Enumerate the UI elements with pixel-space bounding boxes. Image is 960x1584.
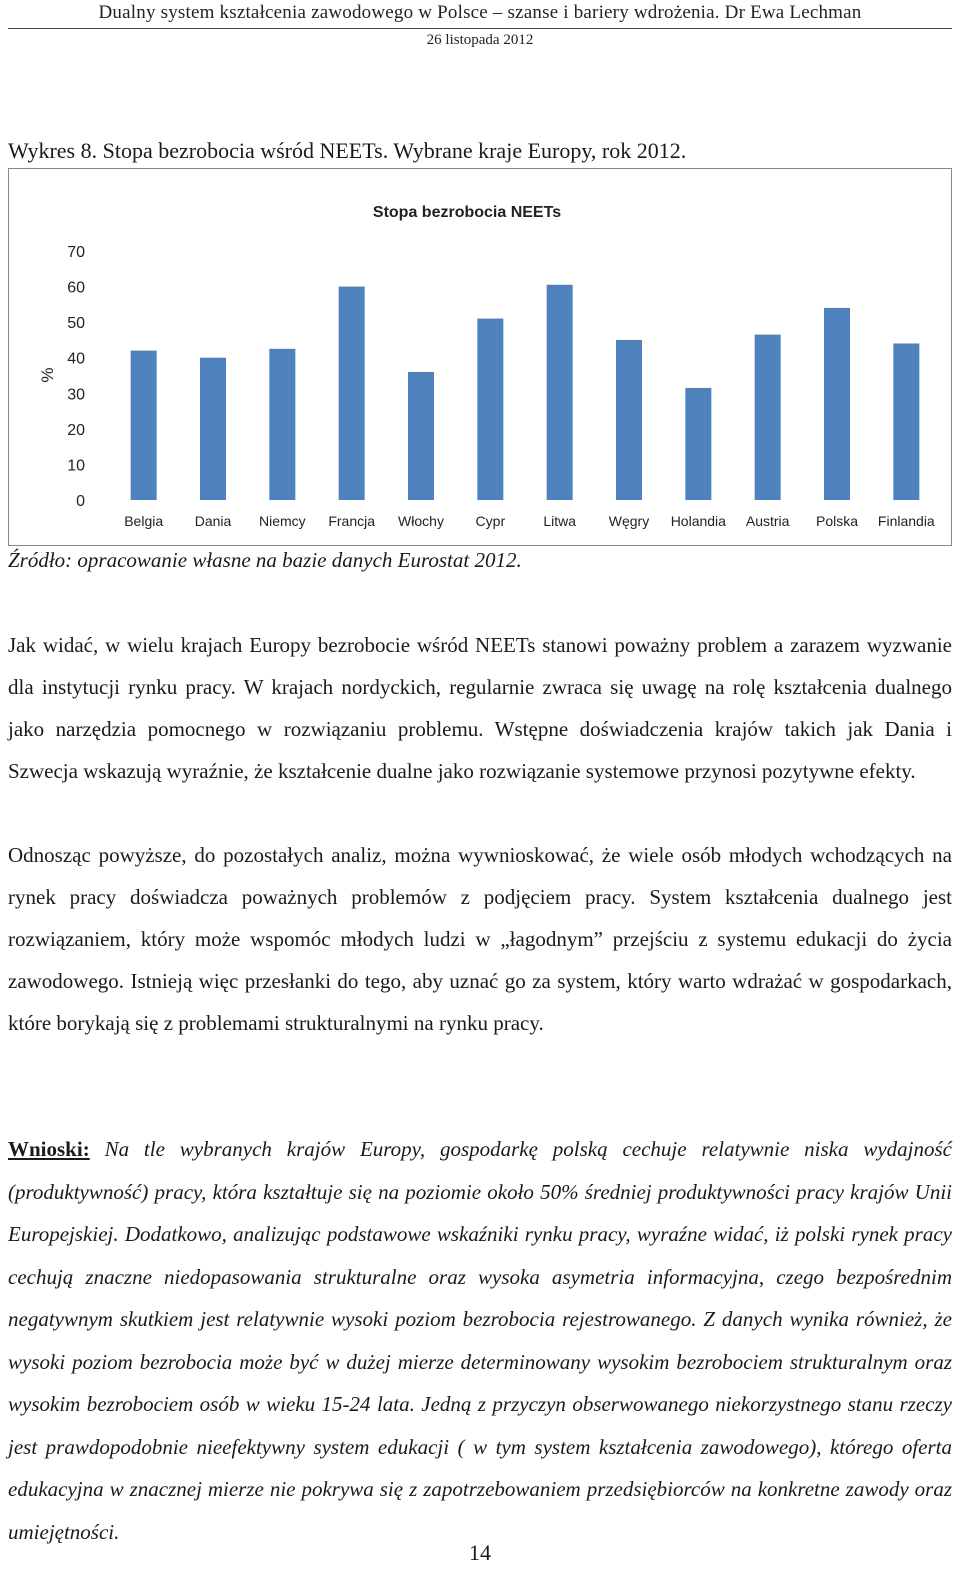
header-date: 26 listopada 2012 bbox=[426, 32, 534, 48]
bar-włochy bbox=[408, 372, 434, 500]
figure-source: Źródło: opracowanie własne na bazie danych Eurostat 2012. bbox=[8, 548, 522, 572]
y-tick-label: 50 bbox=[67, 315, 85, 333]
x-tick-label: Finlandia bbox=[877, 513, 935, 529]
paragraph-2: Odnosząc powyższe, do pozostałych analiz, można wywnioskować, że wiele osób młodych wchodzących na rynek pracy doświadcza poważnych problemów z podjęciem pracy. System kształcenia dualnego jest rozwiązaniem, który może wspomóc młodych ludzi w „łagodnym” przejściu z systemu edukacji do życia zawodowego. Istnieją więc przesłanki do tego, aby uznać go za system, który warto wdrażać w gospodarkach, które borykają się z problemami strukturalnymi na rynku pracy. bbox=[8, 843, 952, 1035]
bar-węgry bbox=[616, 340, 642, 500]
bar-austria bbox=[755, 335, 781, 500]
header-rule bbox=[8, 28, 952, 29]
bar-holandia bbox=[685, 388, 711, 500]
bar-francja bbox=[339, 287, 365, 500]
x-tick-label: Belgia bbox=[124, 513, 164, 529]
conclusions bbox=[8, 1128, 952, 1553]
x-tick-label: Francja bbox=[328, 513, 376, 529]
chart-container bbox=[8, 168, 952, 546]
x-tick-label: Włochy bbox=[398, 513, 444, 529]
y-tick-label: 20 bbox=[67, 421, 85, 439]
page-header bbox=[0, 0, 960, 49]
bar-chart bbox=[9, 169, 951, 545]
y-axis-label: % bbox=[38, 367, 57, 383]
bar-finlandia bbox=[893, 343, 919, 500]
page-number: 14 bbox=[469, 1540, 491, 1565]
bar-litwa bbox=[547, 285, 573, 500]
y-tick-label: 60 bbox=[67, 279, 85, 297]
figure-caption: Wykres 8. Stopa bezrobocia wśród NEETs. Wybrane kraje Europy, rok 2012. bbox=[8, 138, 687, 163]
x-tick-label: Holandia bbox=[670, 513, 726, 529]
y-tick-label: 0 bbox=[76, 493, 85, 510]
header-title: Dualny system kształcenia zawodowego w Polsce – szanse i bariery wdrożenia. Dr Ewa Lechman bbox=[98, 2, 862, 23]
y-tick-label: 10 bbox=[67, 457, 85, 475]
x-tick-label: Austria bbox=[745, 513, 790, 529]
x-tick-label: Niemcy bbox=[258, 513, 306, 529]
bar-polska bbox=[824, 308, 850, 500]
x-tick-label: Litwa bbox=[543, 513, 577, 529]
paragraph-1: Jak widać, w wielu krajach Europy bezrobocie wśród NEETs stanowi poważny problem a zarazem wyzwanie dla instytucji rynku pracy. W krajach nordyckich, regularnie zwraca się uwagę na rolę kształcenia dualnego jako narzędzia pomocnego w rozwiązaniu problemu. Wstępne doświadczenia krajów takich jak Dania i Szwecja wskazują wyraźnie, że kształcenie dualne jako rozwiązanie systemowe przynosi pozytywne efekty. bbox=[8, 633, 952, 783]
bar-dania bbox=[200, 358, 226, 500]
bar-niemcy bbox=[269, 349, 295, 500]
conclusions-label: Wnioski: bbox=[8, 1137, 90, 1161]
x-tick-label: Cypr bbox=[475, 513, 506, 529]
bar-cypr bbox=[477, 319, 503, 500]
y-tick-label: 40 bbox=[67, 350, 85, 368]
y-tick-label: 30 bbox=[67, 386, 85, 404]
conclusions-text: Na tle wybranych krajów Europy, gospodarkę polską cechuje relatywnie niska wydajność (produktywność) pracy, która kształtuje się na poziomie około 50% średniej produktywności pracy krajów Unii Europejskiej. Dodatkowo, analizując podstawowe wskaźniki rynku pracy, wyraźne widać, iż polski rynek pracy cechują znaczne niedopasowania strukturalne oraz wysoka asymetria informacyjna, czego bezpośrednim negatywnym skutkiem jest relatywnie wysoki poziom bezrobocia rejestrowanego. Z danych wynika również, że wysoki poziom bezrobocia może być w dużej mierze determinowany wysokim bezrobociem strukturalnym oraz wysokim bezrobociem osób w wieku 15-24 lata. Jedną z przyczyn obserwowanego niekorzystnego stanu rzeczy jest prawdopodobnie nieefektywny system edukacji ( w tym system kształcenia zawodowego), którego oferta edukacyjna w znacznej mierze nie pokrywa się z zapotrzebowaniem przedsiębiorców na konkretne zawody oraz umiejętności. bbox=[8, 1137, 952, 1544]
x-tick-label: Polska bbox=[815, 513, 859, 529]
chart-title: Stopa bezrobocia NEETs bbox=[372, 204, 562, 221]
bar-belgia bbox=[131, 351, 157, 500]
y-tick-label: 70 bbox=[67, 244, 85, 261]
x-tick-label: Węgry bbox=[608, 513, 650, 529]
x-tick-label: Dania bbox=[194, 513, 232, 529]
